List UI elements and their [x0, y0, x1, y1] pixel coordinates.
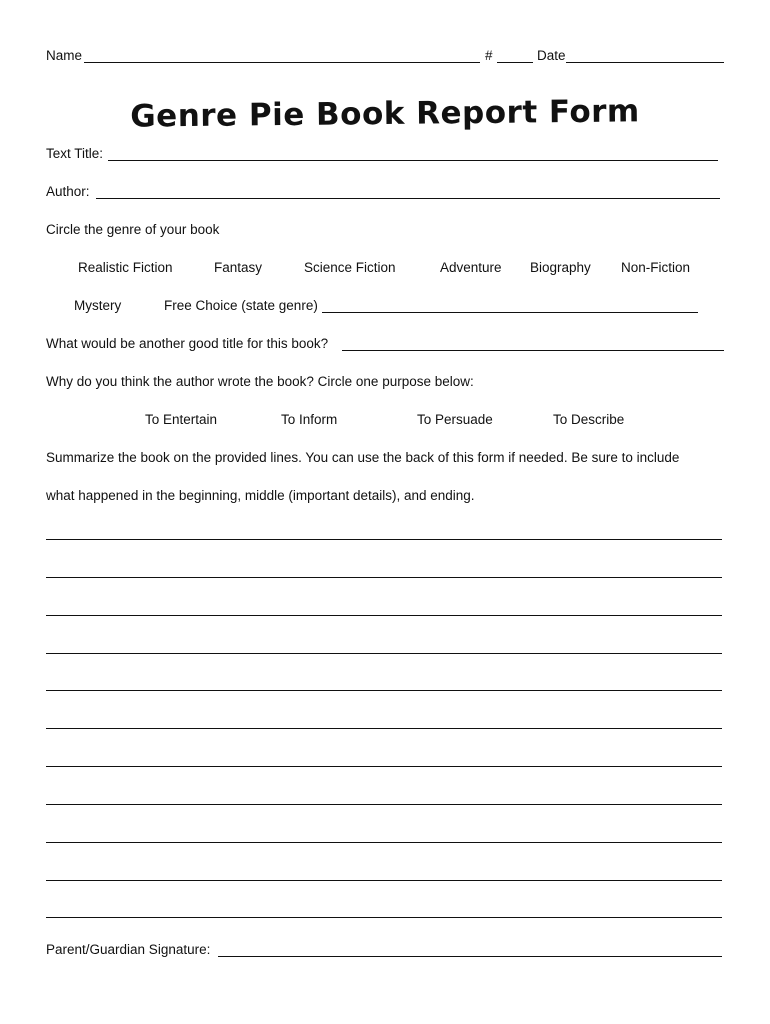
purpose-question: Why do you think the author wrote the book? Circle one purpose below:: [46, 374, 474, 389]
number-label: #: [485, 48, 493, 63]
summary-writing-line[interactable]: [46, 615, 722, 616]
purpose-option-inform[interactable]: To Inform: [281, 412, 338, 427]
genre-option-non-fiction[interactable]: Non-Fiction: [621, 260, 691, 275]
purpose-option-describe[interactable]: To Describe: [553, 412, 625, 427]
genre-option-mystery[interactable]: Mystery: [74, 298, 122, 313]
summary-writing-line[interactable]: [46, 804, 722, 805]
genre-option-realistic-fiction[interactable]: Realistic Fiction: [78, 260, 173, 275]
name-label: Name: [46, 48, 83, 63]
name-field-line[interactable]: [84, 62, 480, 63]
signature-label: Parent/Guardian Signature:: [46, 942, 211, 957]
purpose-option-entertain[interactable]: To Entertain: [145, 412, 218, 427]
signature-field-line[interactable]: [218, 956, 722, 957]
date-field-line[interactable]: [566, 62, 724, 63]
page-title: Genre Pie Book Report Form: [130, 93, 640, 135]
text-title-label: Text Title:: [46, 146, 104, 161]
purpose-option-persuade[interactable]: To Persuade: [417, 412, 493, 427]
another-title-question: What would be another good title for this book?: [46, 336, 329, 351]
summary-writing-line[interactable]: [46, 842, 722, 843]
summary-writing-line[interactable]: [46, 653, 722, 654]
summary-writing-line[interactable]: [46, 577, 722, 578]
free-choice-field-line[interactable]: [322, 312, 698, 313]
summary-writing-line[interactable]: [46, 728, 722, 729]
author-field-line[interactable]: [96, 198, 720, 199]
summary-instructions-line-1: Summarize the book on the provided lines. You can use the back of this form if needed. Be sure to include: [46, 450, 680, 465]
summary-writing-line[interactable]: [46, 880, 722, 881]
summary-writing-line[interactable]: [46, 690, 722, 691]
genre-option-free-choice[interactable]: Free Choice (state genre): [164, 298, 318, 313]
summary-instructions-line-2: what happened in the beginning, middle (important details), and ending.: [46, 488, 475, 503]
summary-writing-line[interactable]: [46, 917, 722, 918]
genre-option-fantasy[interactable]: Fantasy: [214, 260, 263, 275]
another-title-field-line[interactable]: [342, 350, 724, 351]
genre-option-science-fiction[interactable]: Science Fiction: [304, 260, 396, 275]
genre-prompt: Circle the genre of your book: [46, 222, 220, 237]
summary-writing-line[interactable]: [46, 539, 722, 540]
number-field-line[interactable]: [497, 62, 533, 63]
genre-option-biography[interactable]: Biography: [530, 260, 591, 275]
author-label: Author:: [46, 184, 90, 199]
date-label: Date: [537, 48, 566, 63]
text-title-field-line[interactable]: [108, 160, 718, 161]
genre-option-adventure[interactable]: Adventure: [440, 260, 502, 275]
summary-writing-line[interactable]: [46, 766, 722, 767]
